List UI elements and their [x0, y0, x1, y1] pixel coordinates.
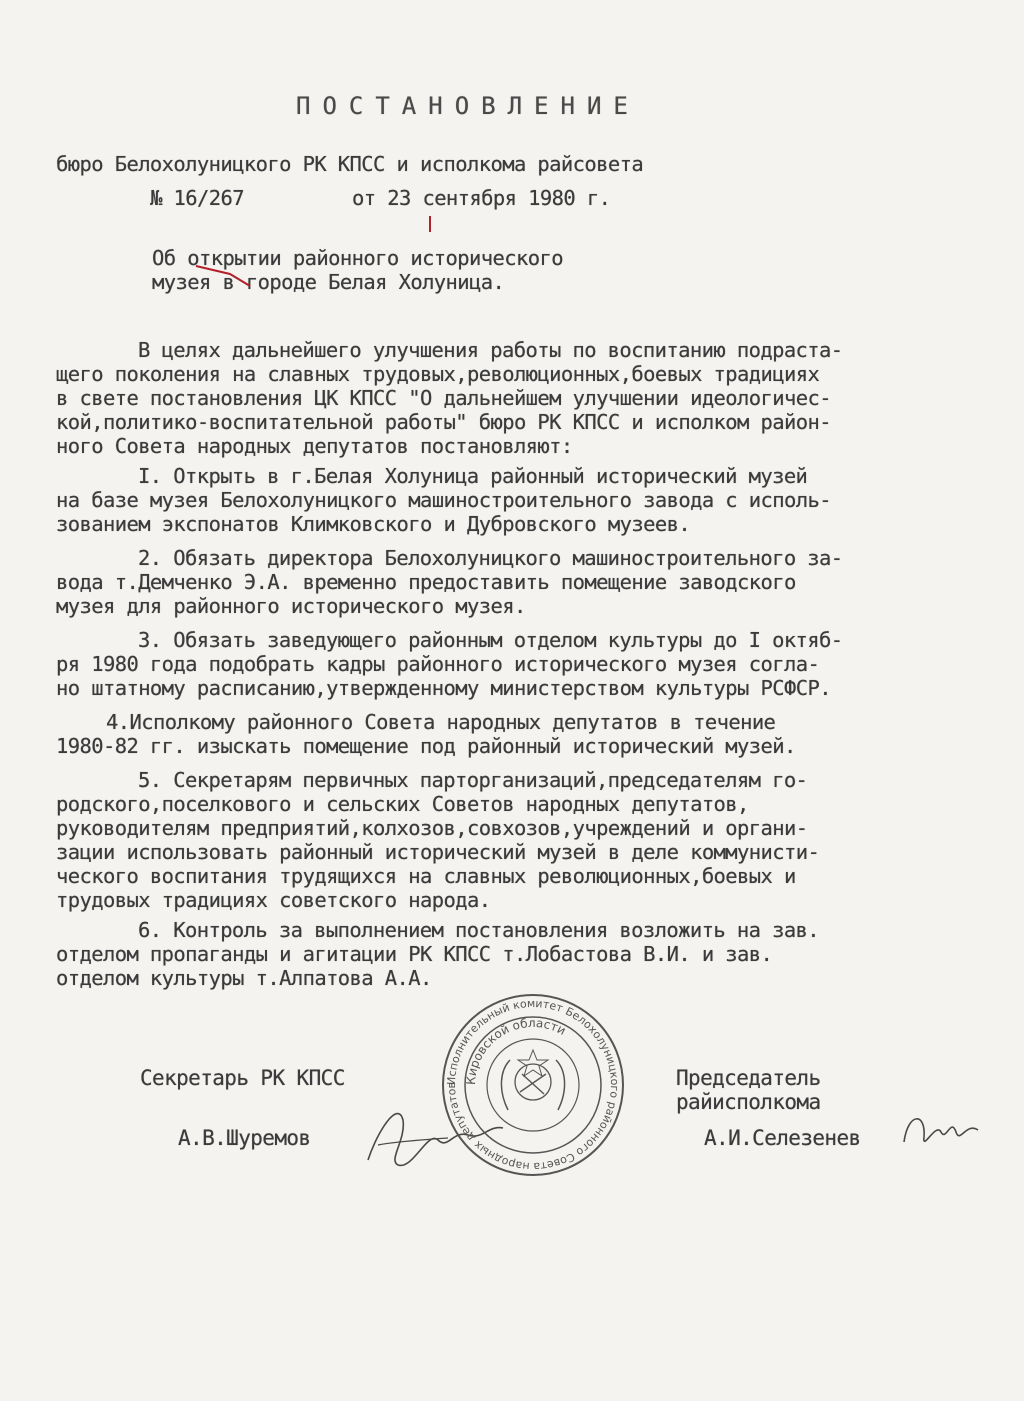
item3-line-2: ря 1980 года подобрать кадры районного исторического музея согла-: [56, 652, 820, 676]
right-signatory-title-1: Председатель: [676, 1066, 821, 1090]
intro-line-1: В целях дальнейшего улучшения работы по воспитанию подраста-: [138, 338, 843, 362]
item5-line-3: руководителям предприятий,колхозов,совхозов,учреждений и органи-: [56, 816, 808, 840]
subject-line-1: Об открытии районного исторического: [152, 246, 563, 270]
subject-line-2: музея в городе Белая Холуница.: [152, 270, 505, 294]
item5-line-6: трудовых традициях советского народа.: [56, 888, 491, 912]
item4-line-2: 1980-82 гг. изыскать помещение под районный исторический музей.: [56, 734, 796, 758]
intro-line-4: кой,политико-воспитательной работы" бюро РК КПСС и исполком район-: [56, 410, 831, 434]
right-handwritten-signature: [896, 1102, 986, 1162]
item5-line-5: ческого воспитания трудящихся на славных революционных,боевых и: [56, 864, 796, 888]
intro-line-5: ного Совета народных депутатов постановляют:: [56, 434, 573, 458]
issuing-body: бюро Белохолуницкого РК КПСС и исполкома райсовета: [56, 152, 644, 176]
official-round-stamp: [438, 990, 628, 1180]
item6-line-3: отделом культуры т.Алпатова А.А.: [56, 966, 432, 990]
right-signatory-title-2: райисполкома: [676, 1090, 821, 1114]
item3-line-1: 3. Обязать заведующего районным отделом культуры до I октяб-: [138, 628, 843, 652]
intro-line-2: щего поколения на славных трудовых,революционных,боевых традициях: [56, 362, 820, 386]
left-signatory-title: Секретарь РК КПСС: [140, 1066, 345, 1090]
left-signatory-name: А.В.Шуремов: [178, 1126, 311, 1150]
coat-of-arms-emblem: [501, 1050, 564, 1110]
stamp-outer-text: Исполнительный комитет Белохолуницкого районного Совета народных депутатов: [444, 996, 622, 1174]
stamp-inner-text: Кировской области: [463, 1015, 569, 1086]
intro-line-3: в свете постановления ЦК КПСС "О дальнейшем улучшении идеологичес-: [56, 386, 831, 410]
item1-line-1: I. Открыть в г.Белая Холуница районный исторический музей: [138, 464, 808, 488]
item5-line-2: родского,поселкового и сельских Советов народных депутатов,: [56, 792, 749, 816]
item2-line-2: вода т.Демченко Э.А. временно предоставить помещение заводского: [56, 570, 796, 594]
right-signatory-name: А.И.Селезенев: [704, 1126, 861, 1150]
item5-line-1: 5. Секретарям первичных парторганизаций,председателям го-: [138, 768, 808, 792]
item5-line-4: зации использовать районный исторический музей в деле коммунисти-: [56, 840, 820, 864]
red-tick-mark: [420, 214, 440, 236]
item6-line-1: 6. Контроль за выполнением постановления возложить на зав.: [138, 918, 820, 942]
item1-line-2: на базе музея Белохолуницкого машиностроительного завода с исполь-: [56, 488, 831, 512]
document-number: № 16/267: [150, 186, 244, 210]
item2-line-3: музея для районного исторического музея.: [56, 594, 526, 618]
document-date: от 23 сентября 1980 г.: [352, 186, 611, 210]
item3-line-3: но штатному расписанию,утвержденному министерством культуры РСФСР.: [56, 676, 831, 700]
red-strike-mark: [190, 256, 270, 296]
item1-line-3: зованием экспонатов Климковского и Дубровского музеев.: [56, 512, 691, 536]
document-title: ПОСТАНОВЛЕНИЕ: [296, 92, 640, 120]
item2-line-1: 2. Обязать директора Белохолуницкого машиностроительного за-: [138, 546, 843, 570]
item6-line-2: отделом пропаганды и агитации РК КПСС т.Лобастова В.И. и зав.: [56, 942, 773, 966]
item4-line-1: 4.Исполкому районного Совета народных депутатов в течение: [106, 710, 776, 734]
